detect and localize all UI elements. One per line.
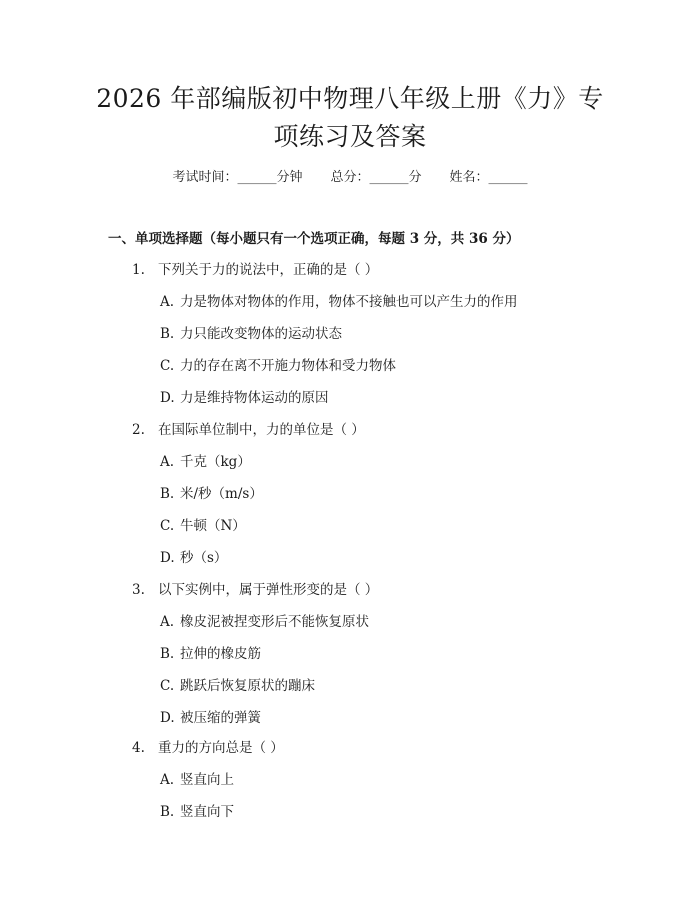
option-label: B. [160,646,175,662]
question-1-option-c [160,356,396,376]
option-text: 米/秒（m/s） [180,486,263,502]
option-label: C. [160,518,175,534]
option-text: 跳跃后恢复原状的蹦床 [180,678,315,694]
option-label: D. [160,390,175,406]
question-3-option-a [160,612,369,632]
question-text: 在国际单位制中，力的单位是（ ） [158,422,365,438]
question-3-option-d [160,708,261,728]
option-label: D. [160,710,175,726]
option-text: 力的存在离不开施力物体和受力物体 [180,358,396,374]
option-label: B. [160,486,175,502]
question-4 [132,738,284,758]
section-heading: 一、单项选择题（每小题只有一个选项正确，每题 3 分，共 36 分） [108,231,520,247]
option-text: 千克（kg） [180,454,251,470]
option-text: 竖直向下 [180,804,234,820]
option-label: B. [160,326,175,342]
question-4-option-a [160,770,234,790]
question-2-option-a [160,452,251,472]
option-text: 力只能改变物体的运动状态 [180,326,342,342]
question-number: 4. [132,740,145,756]
question-number: 2. [132,422,145,438]
option-label: C. [160,358,175,374]
option-text: 拉伸的橡皮筋 [180,646,261,662]
option-text: 牛顿（N） [180,518,246,534]
question-text: 以下实例中，属于弹性形变的是（ ） [158,582,379,598]
option-label: D. [160,550,175,566]
question-number: 1. [132,262,145,278]
option-text: 被压缩的弹簧 [180,710,261,726]
question-3 [132,580,378,600]
question-number: 3. [132,582,145,598]
option-label: A. [160,772,175,788]
option-label: A. [160,294,175,310]
option-text: 橡皮泥被捏变形后不能恢复原状 [180,614,369,630]
student-name-field: 姓名：______ [449,170,528,185]
option-text: 竖直向上 [180,772,234,788]
document-title-line-1: 2026 年部编版初中物理八年级上册《力》专 [96,84,604,113]
option-text: 力是维持物体运动的原因 [180,390,329,406]
exam-time-field: 考试时间：______分钟 [172,170,303,185]
question-1-option-b [160,324,342,344]
option-label: A. [160,614,175,630]
option-label: A. [160,454,175,470]
question-2-option-d [160,548,227,568]
question-text: 下列关于力的说法中，正确的是（ ） [158,262,379,278]
question-1-option-a [160,292,518,312]
option-text: 力是物体对物体的作用，物体不接触也可以产生力的作用 [180,294,518,310]
question-2 [132,420,365,440]
exam-meta [0,168,700,188]
question-3-option-c [160,676,315,696]
option-label: B. [160,804,175,820]
question-2-option-c [160,516,246,536]
document-title-line-2: 项练习及答案 [273,122,427,151]
option-label: C. [160,678,175,694]
question-1 [132,260,378,280]
question-1-option-d [160,388,329,408]
question-text: 重力的方向总是（ ） [158,740,284,756]
question-2-option-b [160,484,263,504]
total-score-field: 总分：______分 [330,170,422,185]
question-4-option-b [160,802,234,822]
question-3-option-b [160,644,261,664]
option-text: 秒（s） [180,550,228,566]
